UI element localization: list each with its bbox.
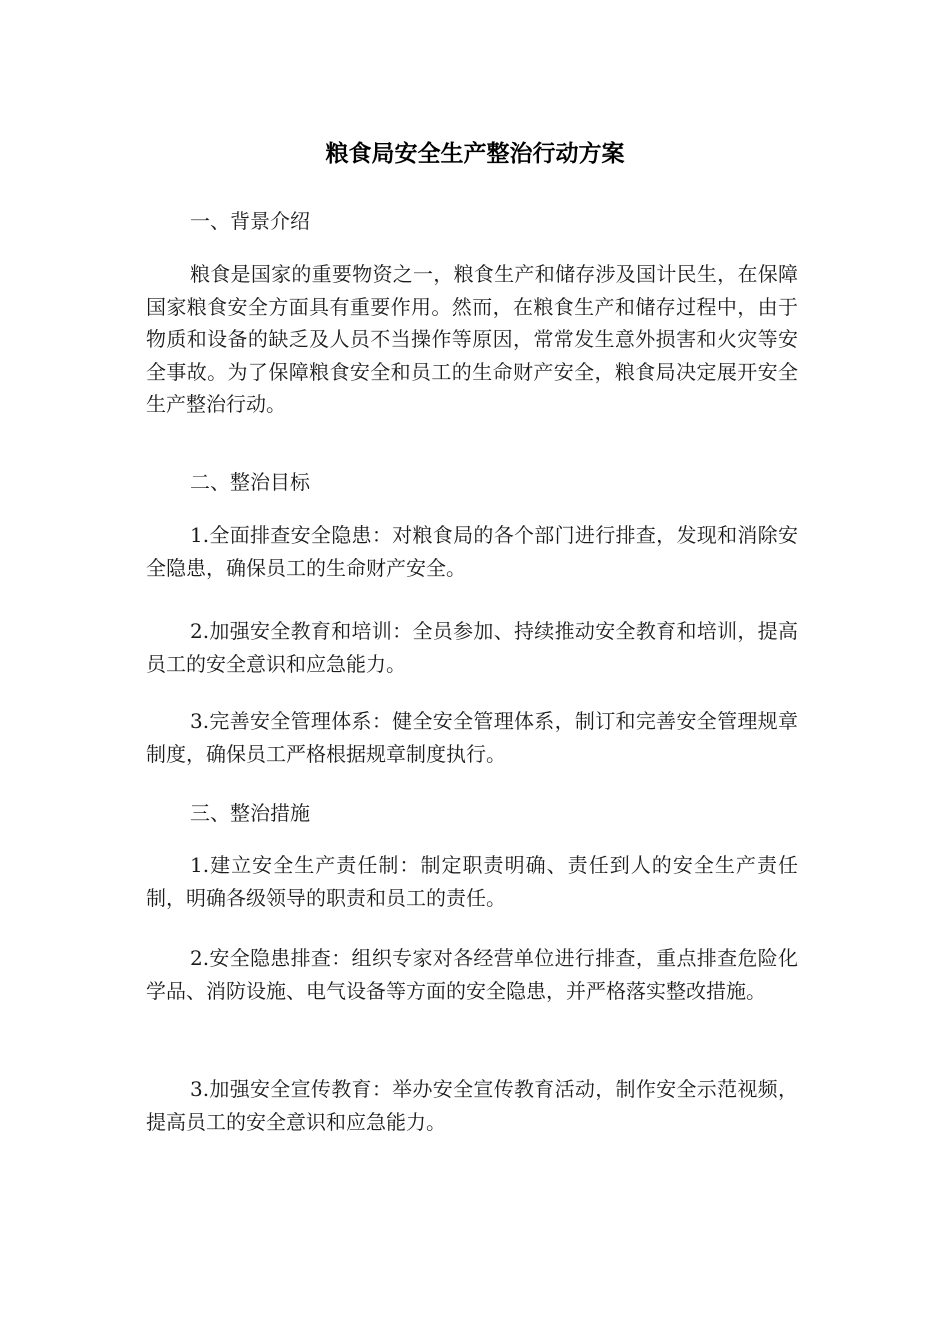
section-heading-background: 一、背景介绍 [190, 209, 310, 233]
document-title: 粮食局安全生产整治行动方案 [325, 141, 625, 167]
section-heading-measures: 三、整治措施 [190, 801, 310, 825]
paragraph-goal-2: 2.加强安全教育和培训：全员参加、持续推动安全教育和培训，提高员工的安全意识和应急能力。 [146, 619, 798, 676]
paragraph-measure-2: 2.安全隐患排查：组织专家对各经营单位进行排查，重点排查危险化学品、消防设施、电气设备等方面的安全隐患，并严格落实整改措施。 [146, 946, 798, 1003]
paragraph-goal-3: 3.完善安全管理体系：健全安全管理体系，制订和完善安全管理规章制度，确保员工严格根据规章制度执行。 [146, 709, 798, 766]
paragraph-goal-1: 1.全面排查安全隐患：对粮食局的各个部门进行排查，发现和消除安全隐患，确保员工的生命财产安全。 [146, 523, 798, 580]
paragraph-measure-3: 3.加强安全宣传教育：举办安全宣传教育活动，制作安全示范视频，提高员工的安全意识和应急能力。 [146, 1077, 798, 1134]
paragraph-measure-1: 1.建立安全生产责任制：制定职责明确、责任到人的安全生产责任制，明确各级领导的职责和员工的责任。 [146, 853, 798, 910]
section-heading-goals: 二、整治目标 [190, 470, 310, 494]
paragraph-background: 粮食是国家的重要物资之一，粮食生产和储存涉及国计民生，在保障国家粮食安全方面具有重要作用。然而，在粮食生产和储存过程中，由于物质和设备的缺乏及人员不当操作等原因，常常发生意外损害和火灾等安全事故。为了保障粮食安全和员工的生命财产安全，粮食局决定展开安全生产整治行动。 [146, 262, 798, 417]
